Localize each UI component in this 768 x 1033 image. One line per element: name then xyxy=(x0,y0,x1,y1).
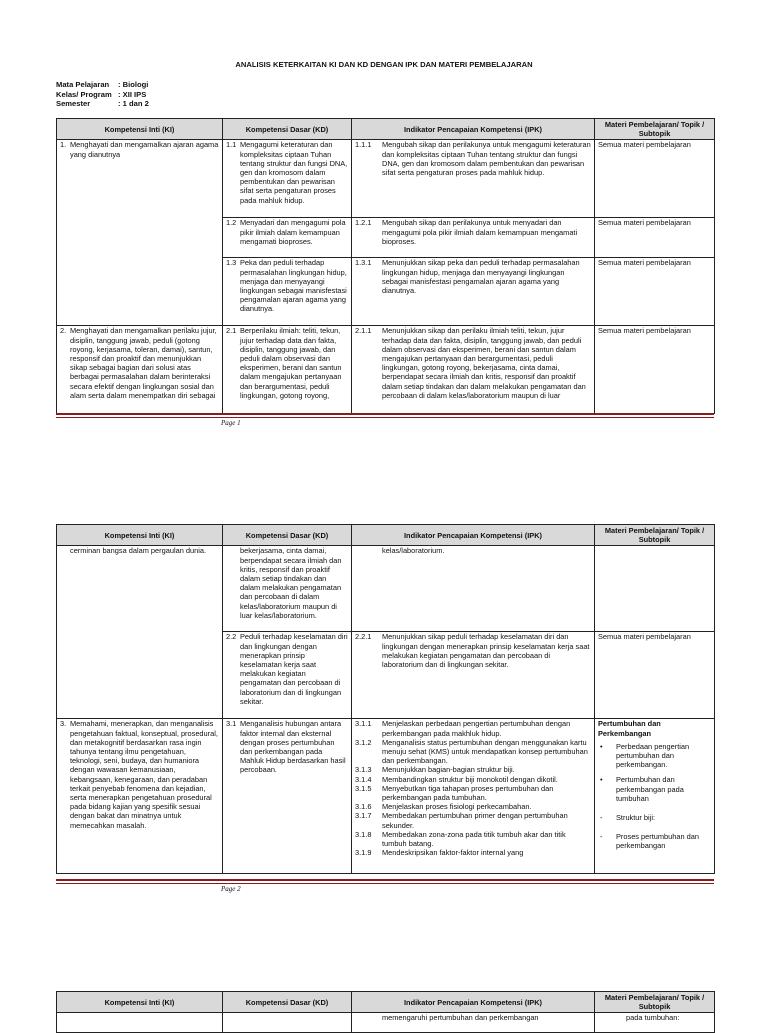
ki-continued-cell xyxy=(57,1013,223,1033)
page-2-number: Page 2 xyxy=(221,885,241,893)
header-kd: Kompetensi Dasar (KD) xyxy=(223,992,352,1013)
header-materi: Materi Pembelajaran/ Topik / Subtopik xyxy=(595,525,715,546)
ki-2-text: Menghayati dan mengamalkan perilaku jujur, disiplin, tanggung jawab, peduli (gotong royong, kerjasama, toleran, damai), santun, responsif dan proaktif dan menunjukkan sikap sebagai bagian dari solusi atas berbagai permasalahan dalam berinteraksi secara efektif dengan lingkungan sosial dan alam serta dalam menempatkan diri sebagai xyxy=(70,326,217,400)
kd-2-1-cell xyxy=(223,326,352,414)
ipk-2-2-1-number: 2.2.1 xyxy=(355,632,372,642)
ipk-1-2-1-text: Mengubah sikap dan perilakunya untuk menyadari dan mengagumi pola pikir ilmiah dalam kemampuan mengamati bioproses. xyxy=(382,218,578,246)
page-1-footer-rule-thin xyxy=(56,417,714,418)
ki-3-text: Memahami, menerapkan, dan menganalisis pengetahuan faktual, konseptual, prosedural, dan metakognitif berdasarkan rasa ingin tahunya tentang ilmu pengetahuan, teknologi, seni, budaya, dan humaniora dengan wawasan kemanusiaan, kebangsaan, kenegaraan, dan peradaban terkait penyebab fenomena dan kejadian, serta menerapkan pengetahuan prosedural pada bidang kajian yang spesifik sesuai dengan bakat dan minatnya untuk memecahkan masalah. xyxy=(70,719,218,830)
header-ki: Kompetensi Inti (KI) xyxy=(57,992,223,1013)
bullet-icon: • xyxy=(600,741,603,751)
ipk-1-3-1-text: Menunjukkan sikap peka dan peduli terhadap permasalahan lingkungan hidup, menjaga dan menyayangi lingkungan sebagai manisfestasi pengamalan ajaran agama yang dianutnya. xyxy=(382,258,580,296)
page-1-footer-rule xyxy=(56,413,714,415)
kd-1-3-cell xyxy=(223,258,352,326)
header-materi: Materi Pembelajaran/ Topik / Subtopik xyxy=(595,992,715,1013)
header-ipk: Indikator Pencapaian Kompetensi (IPK) xyxy=(352,119,595,140)
ipk-1-3-1-number: 1.3.1 xyxy=(355,258,372,268)
ki-2-continued-cell xyxy=(57,546,223,719)
ipk-3-1-item: 3.1.4 Membandingkan struktur biji monokotil dengan dikotil. xyxy=(355,774,558,784)
materi-3-cell: Semua materi pembelajaran xyxy=(595,258,715,326)
ipk-1-1-1-number: 1.1.1 xyxy=(355,140,372,150)
ipk-2-1-1-number: 2.1.1 xyxy=(355,326,372,336)
header-kd: Kompetensi Dasar (KD) xyxy=(223,119,352,140)
document-title: ANALISIS KETERKAITAN KI DAN KD DENGAN IPK DAN MATERI PEMBELAJARAN xyxy=(235,60,533,69)
ki-1-cell xyxy=(57,140,223,326)
kelas-label: Kelas/ Program xyxy=(56,89,112,99)
ipk-3-1-9-continued-cell xyxy=(352,1013,595,1033)
kd-2-2-text: Peduli terhadap keselamatan diri dan lingkungan dengan menerapkan prinsip keselamatan kerja saat melakukan kegiatan pengamatan dan percobaan di laboratorium dan di lingkungan sekitar. xyxy=(240,632,348,706)
kd-2-2-number: 2.2 xyxy=(226,632,237,642)
ipk-3-1-item: 3.1.1 Menjelaskan perbedaan pengertian pertumbuhan dengan perkembangan pada makhluk hidup. xyxy=(355,719,571,738)
document-meta xyxy=(56,80,149,109)
competency-table-page-2 xyxy=(56,524,715,874)
materi-continued-cell xyxy=(595,1013,715,1033)
ki-2-cell xyxy=(57,326,223,414)
kd-3-1-cell xyxy=(223,719,352,874)
ki-2-number: 2. xyxy=(60,326,67,336)
header-ipk: Indikator Pencapaian Kompetensi (IPK) xyxy=(352,992,595,1013)
ipk-1-2-1-cell xyxy=(352,218,595,258)
kd-2-1-number: 2.1 xyxy=(226,326,237,336)
kelas-value: : XII IPS xyxy=(118,89,147,99)
list-item: - Struktur biji: xyxy=(600,813,656,823)
ipk-2-2-1-cell xyxy=(352,632,595,719)
materi-2-cell: Semua materi pembelajaran xyxy=(595,218,715,258)
ki-1-text: Menghayati dan mengamalkan ajaran agama yang dianutnya xyxy=(70,140,219,159)
list-item: • Perbedaan pengertian pertumbuhan dan perkembangan. xyxy=(600,741,690,770)
ki-2-continued-text: cerminan bangsa dalam pergaulan dunia. xyxy=(70,546,206,556)
header-ki: Kompetensi Inti (KI) xyxy=(57,119,223,140)
materi-continued-text: pada tumbuhan: xyxy=(626,1013,680,1023)
ki-3-number: 3. xyxy=(60,719,67,729)
ipk-3-1-item: 3.1.8 Membedakan zona-zona pada titik tumbuh akar dan titik tumbuh batang. xyxy=(355,829,566,849)
ipk-3-1-item: 3.1.7 Membedakan pertumbuhan primer dengan pertumbuhan sekunder. xyxy=(355,811,568,830)
ipk-3-1-item: 3.1.6 Menjelaskan proses fisiologi perkecambahan. xyxy=(355,802,532,812)
kd-1-1-number: 1.1 xyxy=(226,140,237,150)
kd-1-3-number: 1.3 xyxy=(226,258,237,268)
kd-2-1-continued-text: bekerjasama, cinta damai, berpendapat secara ilmiah dan kritis, responsif dan proaktif dalam setiap tindakan dan dalam melakukan pengamatan dan percobaan di dalam kelas/laboratorium maupun di luar kelas/laboratorium. xyxy=(240,546,342,620)
ipk-1-3-1-cell xyxy=(352,258,595,326)
kd-2-2-cell xyxy=(223,632,352,719)
ipk-1-1-1-text: Mengubah sikap dan perilakunya untuk mengagumi keteraturan dan kompleksitas ciptaan Tuhan tentang struktur dan fungsi DNA, gen dan kromosom dalam pembentukan dan pewarisan sifat serta pengaturan proses pada mahluk hidup. xyxy=(382,140,591,178)
materi-6-cell xyxy=(595,719,715,874)
materi-1-cell: Semua materi pembelajaran xyxy=(595,140,715,218)
materi-6-list xyxy=(598,742,711,803)
kd-1-2-text: Menyadari dan mengagumi pola pikir ilmiah dalam kemampuan mengamati bioproses. xyxy=(240,218,346,246)
page-2-footer-rule xyxy=(56,879,714,881)
ipk-2-1-1-text: Menunjukkan sikap dan perilaku ilmiah teliti, tekun, jujur terhadap data dan fakta, disiplin, tanggung jawab, dan peduli dalam observasi dan eksperimen, berani dan santun dalam mengajukan pertanyaan dan berargumentasi, peduli lingkungan, gotong royong, bekerjasama, cinta damai, berpendapat secara ilmiah dan kritis, responsif dan proaktif dalam setiap tindakan dan dalam melakukan pengamatan dan percobaan di dalam kelas/laboratorium maupun di luar xyxy=(382,326,586,400)
ipk-3-1-item: 3.1.9 Mendeskripsikan faktor-faktor internal yang xyxy=(355,848,524,858)
ipk-3-1-9-continued-text: memengaruhi pertumbuhan dan perkembangan xyxy=(382,1013,539,1023)
ipk-3-1-item: 3.1.5 Menyebutkan tiga tahapan proses pertumbuhan dan perkembangan pada tumbuhan. xyxy=(355,783,554,803)
kd-2-1-continued-cell xyxy=(223,546,352,632)
bullet-icon: • xyxy=(600,775,603,785)
kd-3-1-number: 3.1 xyxy=(226,719,237,729)
mapel-value: : Biologi xyxy=(118,80,149,89)
list-item: - Proses pertumbuhan dan perkembangan xyxy=(600,832,699,851)
kd-1-1-cell xyxy=(223,140,352,218)
ipk-2-1-1-continued-text: kelas/laboratorium. xyxy=(382,546,445,556)
page-2-footer-rule-thin xyxy=(56,883,714,884)
ipk-2-1-1-cell xyxy=(352,326,595,414)
competency-table-page-3 xyxy=(56,991,715,1033)
materi-continued-cell xyxy=(595,546,715,632)
materi-6-sublist xyxy=(598,813,711,851)
ipk-2-2-1-text: Menunjukkan sikap peduli terhadap keselamatan diri dan lingkungan dengan menerapkan prinsip keselamatan kerja saat melakukan kegiatan pengamatan dan percobaan di laboratorium dan di lingkungan sekitar. xyxy=(382,632,590,670)
materi-5-cell: Semua materi pembelajaran xyxy=(595,632,715,719)
ipk-3-1-item: 3.1.2 Menganalisis status pertumbuhan dengan menggunakan kartu menuju sehat (KMS) untuk mendapatkan konsep pertumbuhan dan perkembangan. xyxy=(355,737,588,766)
list-item: • Pertumbuhan dan perkembangan pada tumbuhan xyxy=(600,775,684,803)
ipk-1-2-1-number: 1.2.1 xyxy=(355,218,372,228)
competency-table-page-1 xyxy=(56,118,715,414)
kd-3-1-text: Menganalisis hubungan antara faktor internal dan eksternal dengan proses pertumbuhan dan perkembangan pada Mahluk Hidup berdasarkan hasil percobaan. xyxy=(240,719,346,775)
kd-1-2-cell xyxy=(223,218,352,258)
header-ki: Kompetensi Inti (KI) xyxy=(57,525,223,546)
kd-1-1-text: Mengagumi keteraturan dan kompleksitas ciptaan Tuhan tentang struktur dan fungsi DNA, gen dan kromosom dalam pembentukan dan pewarisan sifat serta pengaturan proses pada mahluk hidup. xyxy=(240,140,348,205)
ipk-3-1-item: 3.1.3 Menunjukkan bagian-bagian struktur biji. xyxy=(355,765,515,775)
materi-4-cell: Semua materi pembelajaran xyxy=(595,326,715,414)
ipk-1-1-1-cell xyxy=(352,140,595,218)
header-materi: Materi Pembelajaran/ Topik / Subtopik xyxy=(595,119,715,140)
dash-icon: - xyxy=(600,813,603,823)
mapel-label: Mata Pelajaran xyxy=(56,80,110,89)
kd-1-3-text: Peka dan peduli terhadap permasalahan lingkungan hidup, menjaga dan menyayangi lingkungan sebagai manisfestasi pengamalan ajaran agama yang dianutnya. xyxy=(240,258,347,314)
page-1-number: Page 1 xyxy=(221,419,241,427)
semester-label: Semester xyxy=(56,99,91,108)
header-ipk: Indikator Pencapaian Kompetensi (IPK) xyxy=(352,525,595,546)
ki-3-cell xyxy=(57,719,223,874)
kd-1-2-number: 1.2 xyxy=(226,218,237,228)
ipk-3-1-cell xyxy=(352,719,595,874)
semester-value: : 1 dan 2 xyxy=(118,99,149,108)
materi-6-title: Pertumbuhan dan Perkembangan xyxy=(598,719,661,738)
kd-continued-cell xyxy=(223,1013,352,1033)
kd-2-1-text: Berperilaku ilmiah: teliti, tekun, jujur terhadap data dan fakta, disiplin, tanggung jawab, dan peduli dalam observasi dan eksperimen, berani dan santun dalam mengajukan pertanyaan dan berargumentasi, peduli lingkungan, gotong royong, xyxy=(240,326,342,400)
ipk-2-1-1-continued-cell xyxy=(352,546,595,632)
header-kd: Kompetensi Dasar (KD) xyxy=(223,525,352,546)
ki-1-number: 1. xyxy=(60,140,67,150)
dash-icon: - xyxy=(600,832,603,842)
